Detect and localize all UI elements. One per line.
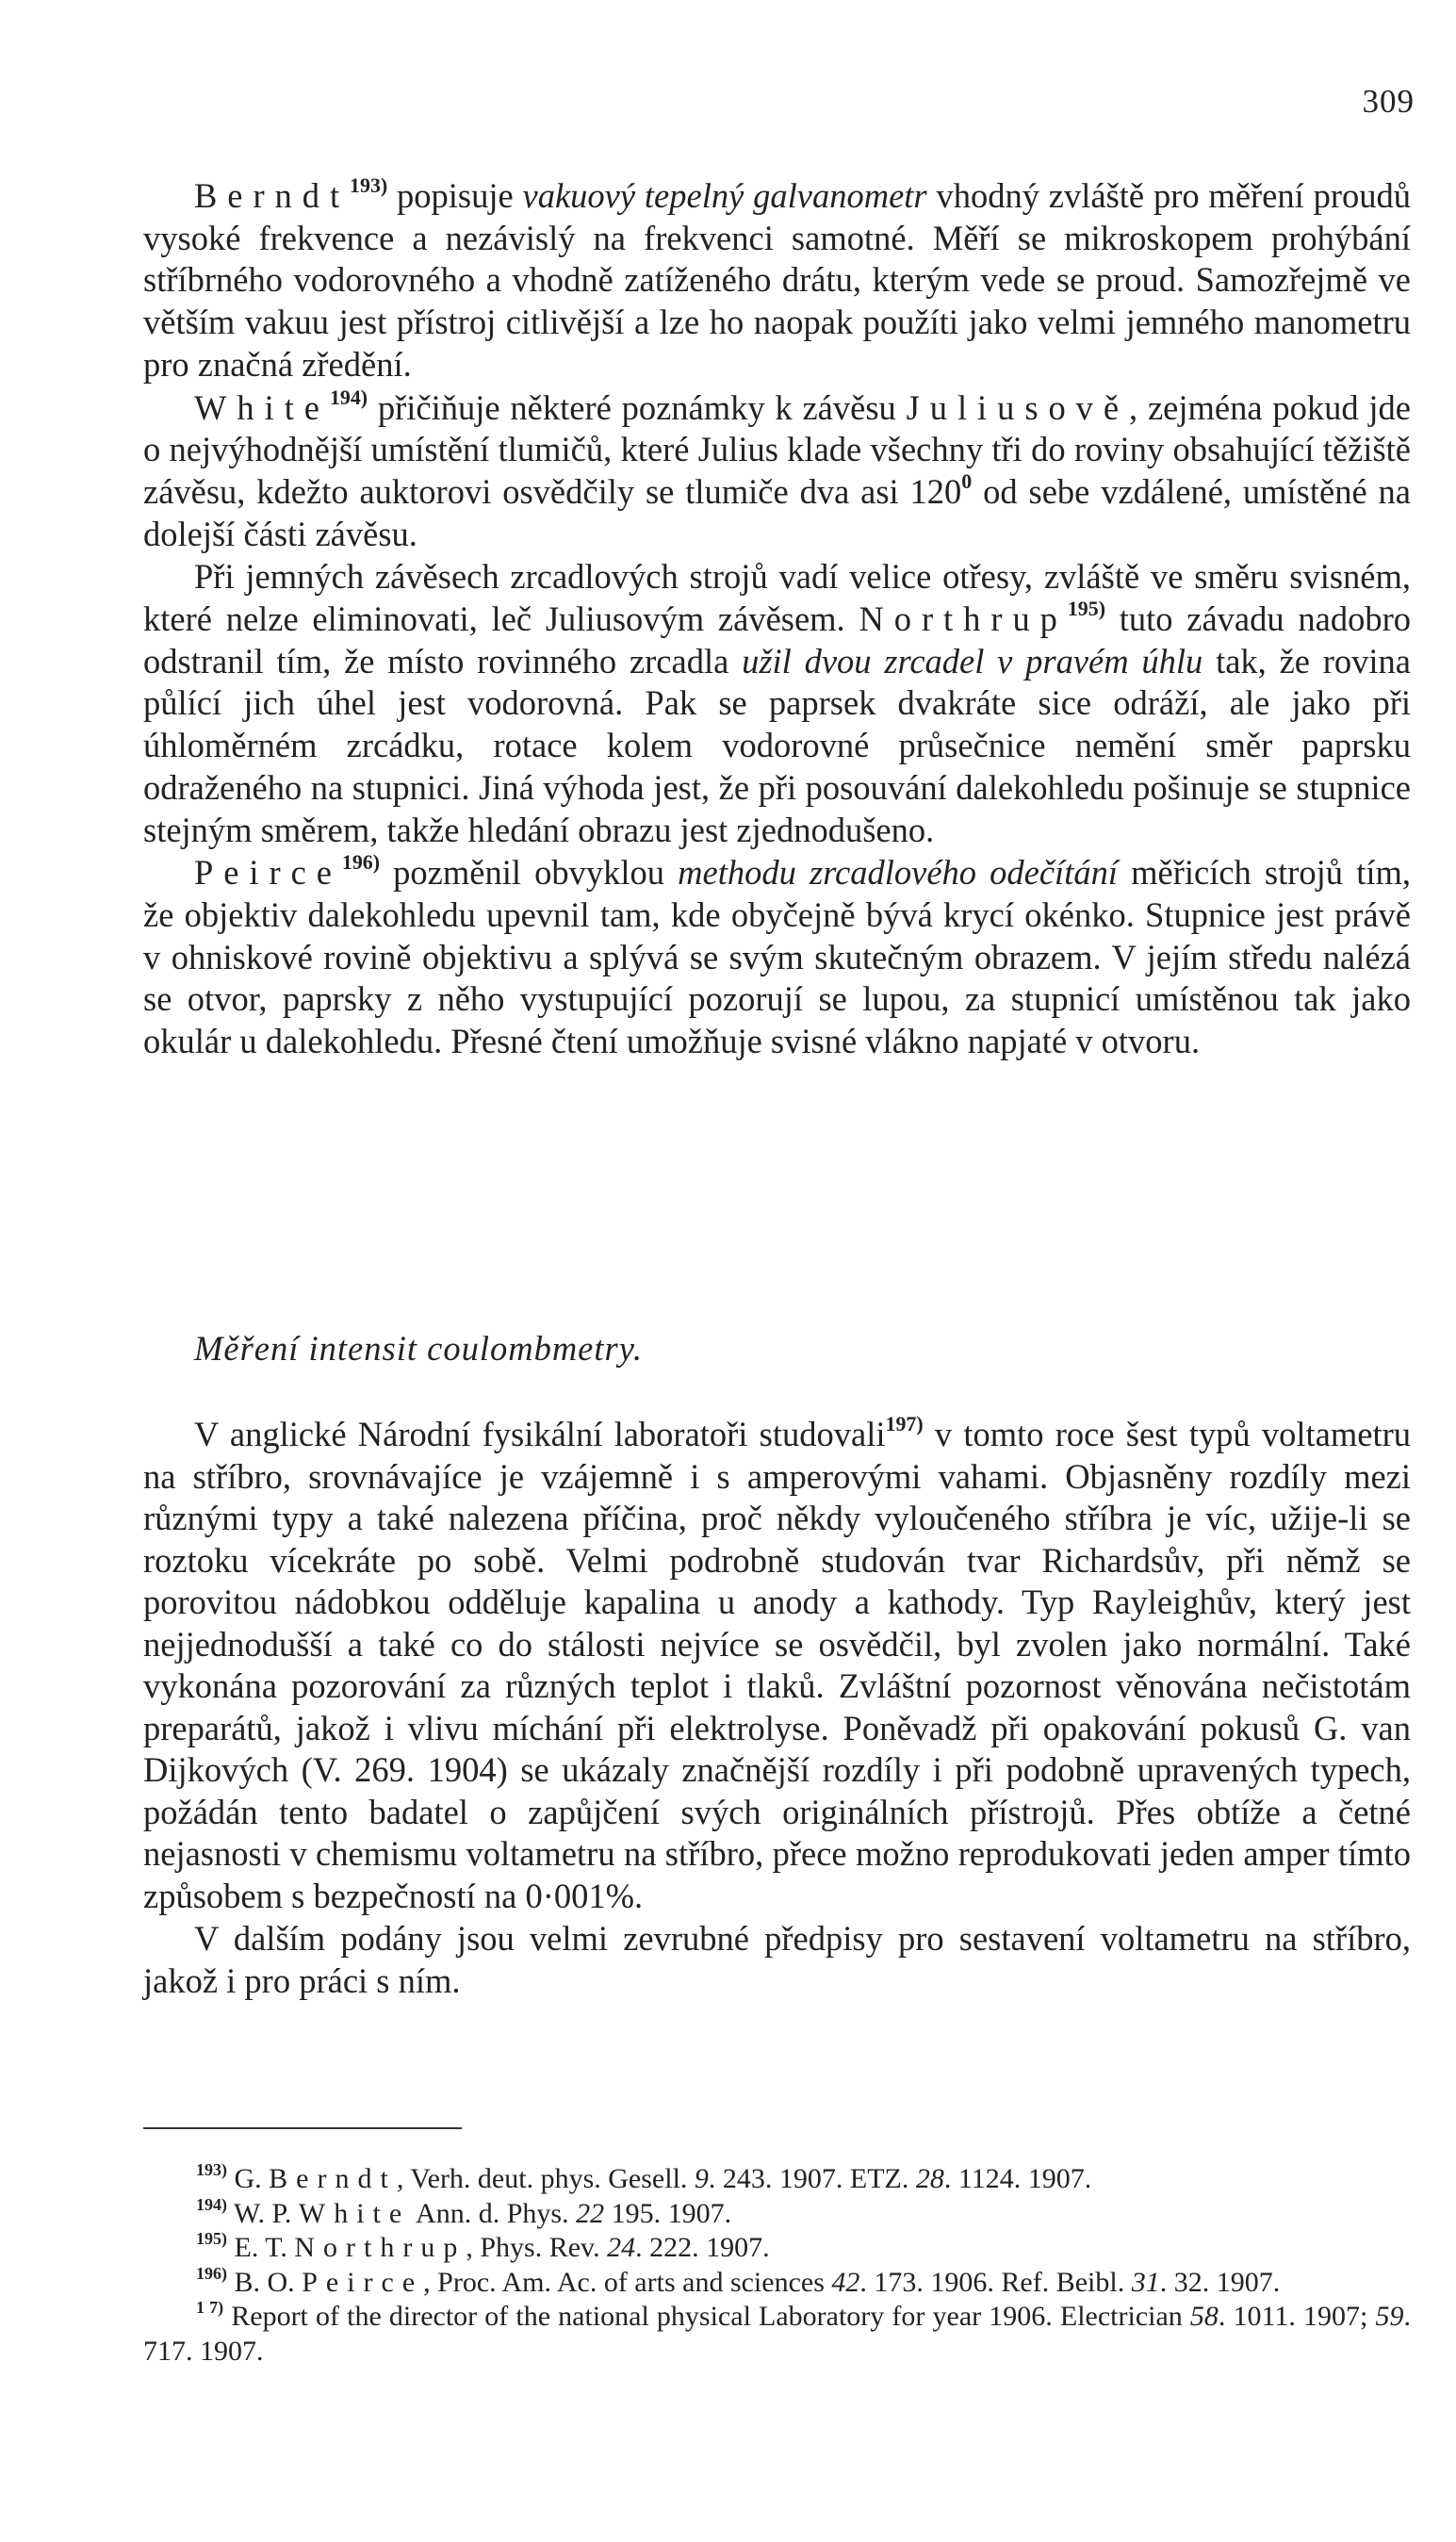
footnote-separator [143, 2127, 462, 2129]
term-italic: vakuový tepelný galvanometr [522, 176, 927, 215]
term-italic: užil dvou zrcadel v pravém úhlu [742, 641, 1203, 681]
author-name: Berndt [194, 176, 351, 215]
footnote-197: $^{1 7)}$ Report of the director of the national physical Laboratory for year 1906. Electrician 58. 1011. 1907; 59. 717. 1907. [143, 2298, 1411, 2367]
footnote-196: $^{196)}$ B. O. Peirce, Proc. Am. Ac. of arts and sciences 42. 173. 1906. Ref. Beibl. 31. 32. 1907. [196, 2263, 1281, 2298]
footnotes [143, 2162, 1411, 2369]
section-coulombmetry [143, 1414, 1411, 2002]
paragraph-northrup: Při jemných závěsech zrcadlových strojů vadí velice otřesy, zvláště ve směru svisném, které nelze eliminovati, leč Juliusovým závěsem. Northrup$^{195)}$ tuto závadu nadobro odstranil tím, že místo rovinného zrcadla užil dvou zrcadel v pravém úhlu tak, že rovina půlící jich úhel jest vodorovná. Pak se paprsek dvakráte sice odráží, ale jako při úhloměrném zrcádku, rotace kolem vodorovné průsečnice nemění směr paprsku odraženého na stupnici. Jiná výhoda jest, že při posouvání dalekohledu pošinuje se stupnice stejným směrem, takže hledání obrazu jest zjednodušeno. [143, 557, 1411, 849]
footnote-ref: 196) [341, 850, 381, 875]
paragraph-voltameter-rules: V dalším podány jsou velmi zevrubné předpisy pro sestavení voltametru na stříbro, jakož i pro práci s ním. [143, 1919, 1411, 2000]
paragraph-peirce: Peirce$^{196)}$ pozměnil obvyklou methodu zrcadlového odečítání měřicích strojů tím, že objektiv dalekohledu upevnil tam, kde obyčejně bývá krycí okénko. Stupnice jest právě v ohniskové rovině objektivu a splývá se svým skutečným obrazem. V jejím středu nalézá se otvor, paprsky z něho vystupující pozorují se lupou, za stupnicí umístěnou tak jako okulár u dalekohledu. Přesné čtení umožňuje svisné vlákno napjaté v otvoru. [143, 850, 1411, 1061]
page-number: 309 [1362, 83, 1415, 120]
footnote-ref: 193) [350, 173, 388, 198]
author-name: Peirce [194, 853, 342, 893]
spaced-name: Juliusově [906, 387, 1130, 427]
paragraph-berndt: Berndt$^{193)}$ popisuje vakuový tepelný galvanometr vhodný zvláště pro měření proudů vysoké frekvence a nezávislý na frekvenci samotné. Měří se mikroskopem prohýbání stříbrného vodorovného a vhodně zatíženého drátu, kterým vede se proud. Samozřejmě ve větším vakuu jest přístroj citlivější a lze ho naopak použíti jako velmi jemného manometru pro značná zředění. [143, 173, 1411, 384]
author-name: Northrup [859, 599, 1068, 639]
paragraph-white: White$^{194)}$ přičiňuje některé poznámky k závěsu Juliusově, zejména pokud jde o nejvýhodnější umístění tlumičů, které Julius klade všechny tři do roviny obsahující těžiště závěsu, kdežto auktorovi osvědčily se tlumiče dva asi $120^0$ od sebe vzdálené, umístěné na dolejší části závěsu. [143, 385, 1411, 553]
section-heading: Měření intensit coulombmetry. [194, 1329, 644, 1368]
section-galvanometers [143, 175, 1411, 1063]
degree-sign: 0 [961, 469, 973, 494]
footnote-195: $^{195)}$ E. T. Northrup, Phys. Rev. 24. 222. 1907. [196, 2229, 770, 2263]
footnote-194: $^{194)}$ W. P. White Ann. d. Phys. 22 195. 1907. [196, 2194, 732, 2229]
paragraph-npl: V anglické Národní fysikální laboratoři studovali$^{197)}$ v tomto roce šest typů voltametru na stříbro, srovnávajíce je vzájemně i s amperovými vahami. Objasněny rozdíly mezi různými typy a také nalezena příčina, proč někdy vyloučeného stříbra je víc, užije-li se roztoku vícekráte po sobě. Velmi podrobně studován tvar Richardsův, při němž se porovitou nádobkou odděluje kapalina u anody a kathody. Typ Rayleighův, který jest nejjednodušší a také co do stálosti nejvíce se osvědčil, byl zvolen jako normální. Také vykonána pozorování za různých teplot i tlaků. Zvláštní pozornost věnována nečistotám preparátů, jakož i vlivu míchání při elektrolyse. Poněvadž při opakování pokusů G. van Dijkových (V. 269. 1904) se ukázaly značnější rozdíly i při podobně upravených typech, požádán tento badatel o zapůjčení svých originálních přístrojů. Přes obtíže a četné nejasnosti v chemismu voltametru na stříbro, přece možno reprodukovati jeden amper tímto způsobem s bezpečností na 0·001%. [143, 1412, 1411, 1915]
footnote-193: $^{193)}$ G. Berndt, Verh. deut. phys. Gesell. 9. 243. 1907. ETZ. 28. 1124. 1907. [196, 2160, 1092, 2194]
footnote-ref: 197) [885, 1412, 924, 1436]
author-name: White [194, 387, 330, 427]
term-italic: methodu zrcadlového odečítání [678, 853, 1118, 893]
footnote-ref: 194) [329, 385, 368, 409]
footnote-ref: 195) [1067, 597, 1105, 621]
